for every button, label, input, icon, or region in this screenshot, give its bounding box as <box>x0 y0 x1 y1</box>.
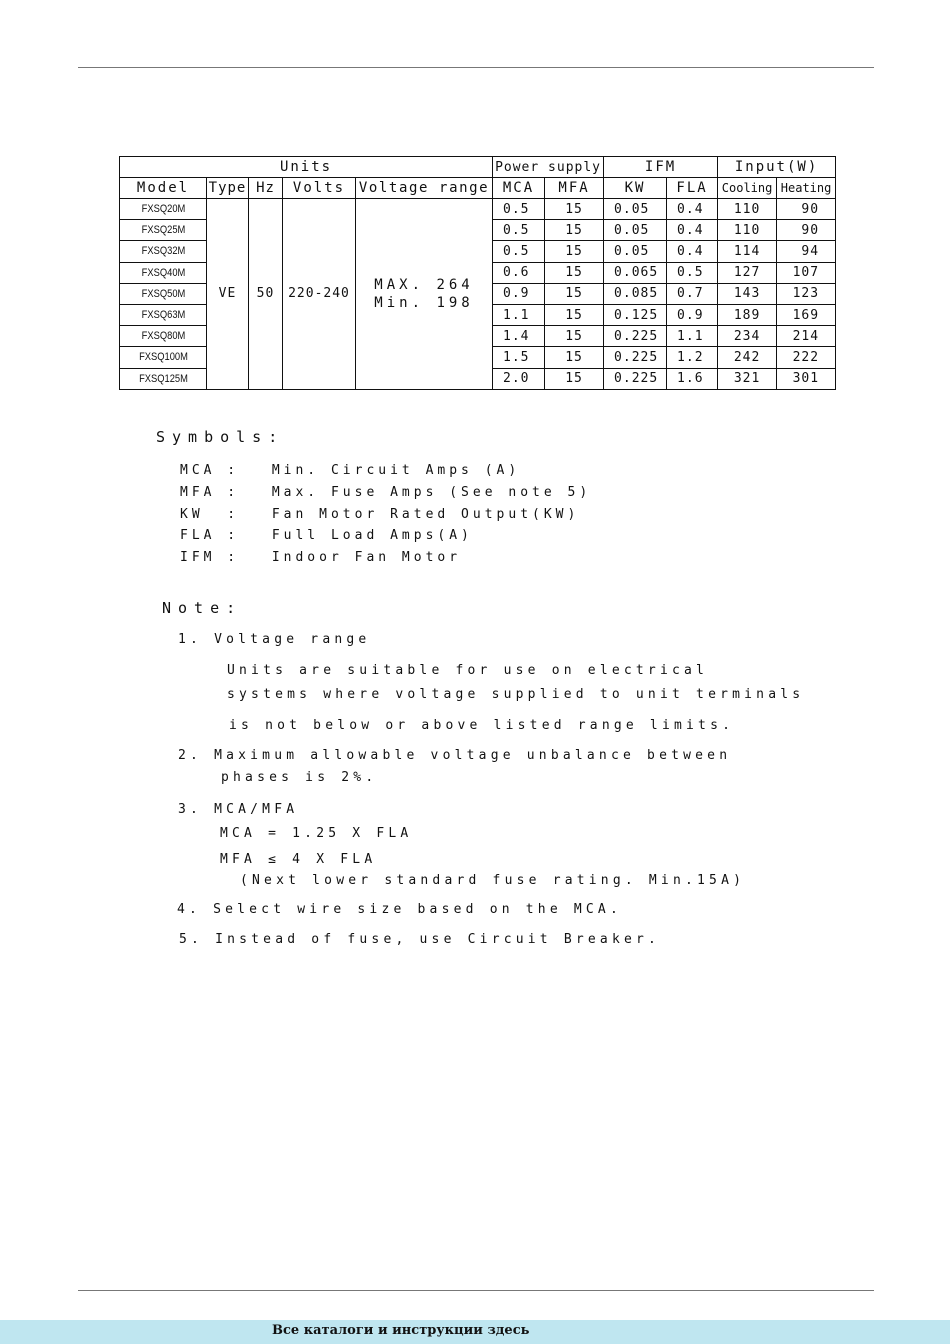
specification-table <box>119 156 836 390</box>
cooling-cell: 242 <box>718 347 777 368</box>
note-1-line-1: Units are suitable for use on electrical <box>227 663 709 678</box>
mca-cell: 1.5 <box>493 347 545 368</box>
model-cell: FXSQ63M <box>126 304 200 325</box>
model-cell: FXSQ50M <box>126 283 200 304</box>
group-header-row <box>120 157 836 178</box>
cooling-cell: 143 <box>718 283 777 304</box>
fla-cell: 0.7 <box>667 283 718 304</box>
top-divider <box>78 67 874 68</box>
note-1-line-3: is not below or above listed range limits. <box>229 718 735 733</box>
mca-cell: 0.5 <box>493 220 545 241</box>
heating-cell: 222 <box>777 347 836 368</box>
kw-cell: 0.05 <box>604 220 667 241</box>
input-group-header: Input(W) <box>718 157 836 178</box>
fla-cell: 0.5 <box>667 262 718 283</box>
symbol-item-ifm <box>180 550 461 565</box>
mfa-header: MFA <box>545 178 604 199</box>
units-group-header: Units <box>120 157 493 178</box>
kw-cell: 0.225 <box>604 326 667 347</box>
footer-banner[interactable] <box>0 1320 950 1344</box>
note-3-title: 3. MCA/MFA <box>178 802 299 817</box>
volts-header: Volts <box>283 178 356 199</box>
range-min: Min. 198 <box>374 294 474 311</box>
note-3-line-2: MFA ≤ 4 X FLA <box>220 852 377 867</box>
fla-cell: 0.4 <box>667 220 718 241</box>
mfa-cell: 15 <box>545 304 604 325</box>
symbol-abbr: KW : <box>180 507 240 522</box>
mfa-cell: 15 <box>545 241 604 262</box>
model-cell: FXSQ40M <box>126 262 200 283</box>
heating-cell: 169 <box>777 304 836 325</box>
symbol-abbr: FLA : <box>180 528 240 543</box>
fla-header: FLA <box>667 178 718 199</box>
note-1-title: 1. Voltage range <box>178 632 371 647</box>
symbols-heading: Symbols: <box>156 428 285 446</box>
mca-cell: 0.9 <box>493 283 545 304</box>
type-cell: VE <box>207 199 249 390</box>
symbol-item-fla <box>180 528 473 543</box>
model-cell: FXSQ25M <box>126 220 200 241</box>
mca-cell: 0.6 <box>493 262 545 283</box>
symbol-desc: Min. Circuit Amps (A) <box>271 463 521 478</box>
note-3-line-3: (Next lower standard fuse rating. Min.15A) <box>240 873 746 888</box>
heating-cell: 107 <box>777 262 836 283</box>
mfa-cell: 15 <box>545 326 604 347</box>
mca-header: MCA <box>493 178 545 199</box>
cooling-cell: 189 <box>718 304 777 325</box>
symbol-item-mca <box>180 463 520 478</box>
symbol-abbr: MFA : <box>180 485 240 500</box>
mca-cell: 0.5 <box>493 241 545 262</box>
mca-cell: 1.1 <box>493 304 545 325</box>
note-4: 4. Select wire size based on the MCA. <box>177 902 622 917</box>
symbol-item-mfa <box>180 485 591 500</box>
kw-cell: 0.05 <box>604 199 667 220</box>
table-row <box>120 199 836 220</box>
model-cell: FXSQ100M <box>126 347 200 368</box>
heating-header: Heating <box>777 178 836 199</box>
symbol-desc: Full Load Amps(A) <box>271 528 473 543</box>
heating-cell: 123 <box>777 283 836 304</box>
heating-cell: 90 <box>777 199 836 220</box>
cooling-cell: 110 <box>718 199 777 220</box>
mfa-cell: 15 <box>545 199 604 220</box>
mfa-cell: 15 <box>545 368 604 389</box>
cooling-cell: 114 <box>718 241 777 262</box>
mfa-cell: 15 <box>545 283 604 304</box>
cooling-cell: 321 <box>718 368 777 389</box>
note-3-line-1: MCA = 1.25 X FLA <box>220 826 413 841</box>
model-cell: FXSQ32M <box>126 241 200 262</box>
cooling-cell: 234 <box>718 326 777 347</box>
model-cell: FXSQ80M <box>126 326 200 347</box>
power-supply-group-header: Power supply <box>493 157 604 178</box>
heating-cell: 90 <box>777 220 836 241</box>
kw-cell: 0.05 <box>604 241 667 262</box>
cooling-header: Cooling <box>718 178 777 199</box>
hz-header: Hz <box>249 178 283 199</box>
hz-cell: 50 <box>249 199 283 390</box>
kw-header: KW <box>604 178 667 199</box>
note-1-line-2: systems where voltage supplied to unit terminals <box>227 687 805 702</box>
bottom-divider <box>78 1290 874 1291</box>
note-2-line-2: phases is 2%. <box>221 770 378 785</box>
heating-cell: 301 <box>777 368 836 389</box>
note-5: 5. Instead of fuse, use Circuit Breaker. <box>179 932 661 947</box>
kw-cell: 0.085 <box>604 283 667 304</box>
mfa-cell: 15 <box>545 347 604 368</box>
symbol-item-kw <box>180 507 579 522</box>
model-header: Model <box>120 178 207 199</box>
cooling-cell: 110 <box>718 220 777 241</box>
symbol-desc: Fan Motor Rated Output(KW) <box>271 507 580 522</box>
model-cell: FXSQ125M <box>126 368 200 389</box>
symbol-abbr: IFM : <box>180 550 240 565</box>
heating-cell: 94 <box>777 241 836 262</box>
note-2-line-1: 2. Maximum allowable voltage unbalance between <box>178 748 732 763</box>
note-heading: Note: <box>162 599 243 617</box>
fla-cell: 1.1 <box>667 326 718 347</box>
type-header: Type <box>207 178 249 199</box>
column-header-row <box>120 178 836 199</box>
model-cell: FXSQ20M <box>126 199 200 220</box>
symbol-desc: Indoor Fan Motor <box>271 550 462 565</box>
heating-cell: 214 <box>777 326 836 347</box>
voltage-range-header: Voltage range <box>356 178 493 199</box>
kw-cell: 0.225 <box>604 347 667 368</box>
symbol-desc: Max. Fuse Amps (See note 5) <box>271 485 592 500</box>
fla-cell: 0.4 <box>667 241 718 262</box>
ifm-group-header: IFM <box>604 157 718 178</box>
fla-cell: 0.9 <box>667 304 718 325</box>
kw-cell: 0.125 <box>604 304 667 325</box>
mfa-cell: 15 <box>545 262 604 283</box>
mca-cell: 1.4 <box>493 326 545 347</box>
fla-cell: 1.6 <box>667 368 718 389</box>
mca-cell: 2.0 <box>493 368 545 389</box>
kw-cell: 0.225 <box>604 368 667 389</box>
fla-cell: 1.2 <box>667 347 718 368</box>
volts-cell: 220-240 <box>283 199 356 390</box>
symbol-abbr: MCA : <box>180 463 240 478</box>
kw-cell: 0.065 <box>604 262 667 283</box>
voltage-range-cell <box>356 199 493 390</box>
range-max: MAX. 264 <box>374 276 474 293</box>
fla-cell: 0.4 <box>667 199 718 220</box>
mfa-cell: 15 <box>545 220 604 241</box>
mca-cell: 0.5 <box>493 199 545 220</box>
footer-link[interactable]: Все каталоги и инструкции здесь <box>272 1323 530 1338</box>
cooling-cell: 127 <box>718 262 777 283</box>
